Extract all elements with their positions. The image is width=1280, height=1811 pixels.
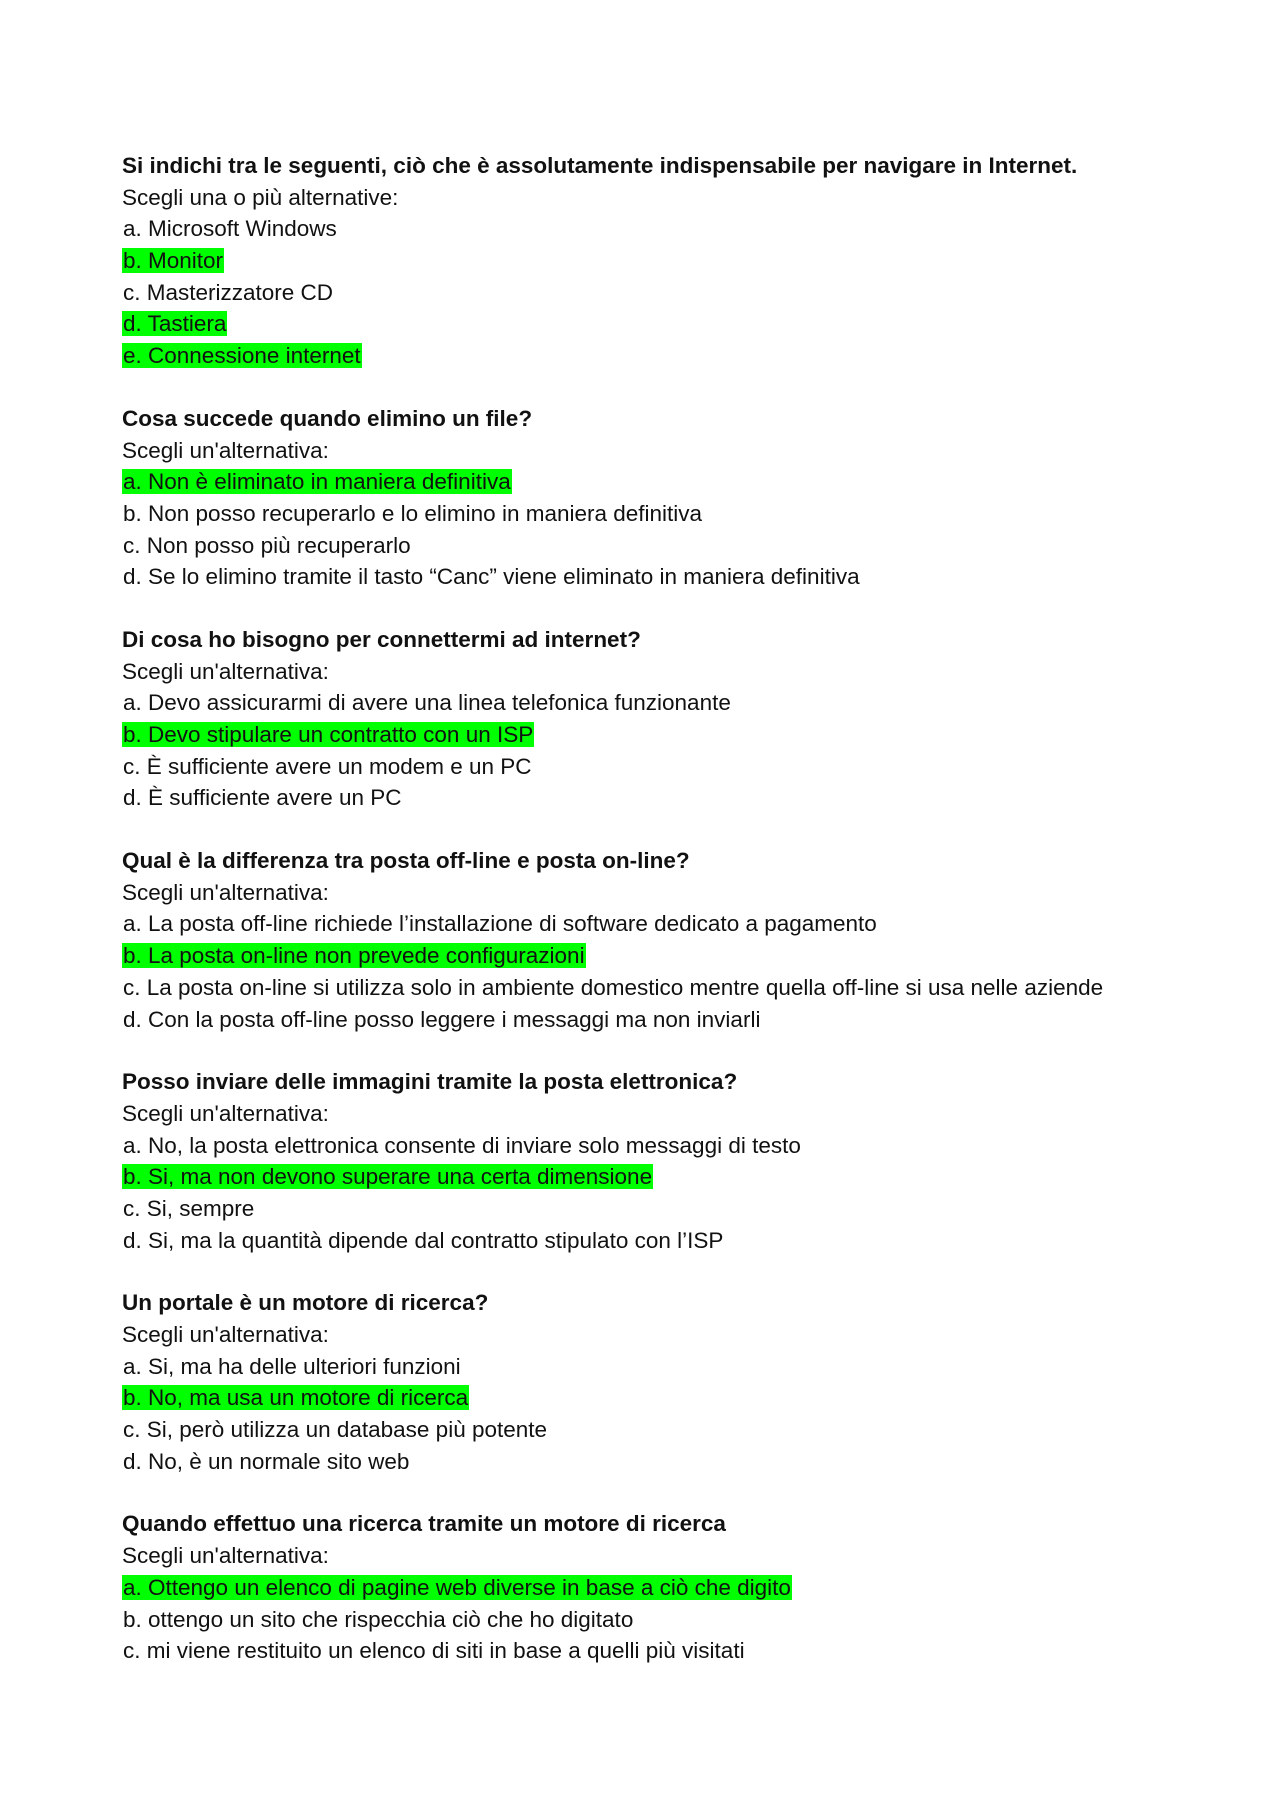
question-instruction: Scegli un'alternativa: [122, 658, 329, 684]
question-instruction: Scegli un'alternativa: [122, 879, 329, 905]
option-a: a. Microsoft Windows [123, 216, 337, 242]
option-c: c. Si, però utilizza un database più potente [123, 1417, 548, 1443]
option-a: a. Devo assicurarmi di avere una linea telefonica funzionante [123, 690, 731, 716]
option-a: a. No, la posta elettronica consente di inviare solo messaggi di testo [123, 1132, 801, 1158]
question-3 [122, 624, 1242, 814]
option-d: d. Si, ma la quantità dipende dal contratto stipulato con l’ISP [123, 1227, 724, 1253]
option-c: c. Non posso più recuperarlo [123, 532, 411, 558]
question-title: Un portale è un motore di ricerca? [122, 1290, 489, 1316]
question-6 [122, 1287, 1242, 1477]
option-b-correct: b. Monitor [123, 248, 224, 274]
option-d: d. No, è un normale sito web [123, 1448, 410, 1474]
option-a-correct: a. Non è eliminato in maniera definitiva [123, 469, 511, 495]
option-c: c. Si, sempre [123, 1195, 255, 1221]
option-b-correct: b. Devo stipulare un contratto con un ISP [123, 722, 534, 747]
option-b-correct: b. La posta on-line non prevede configurazioni [123, 943, 585, 969]
option-c: c. Masterizzatore CD [123, 279, 334, 305]
option-d: d. È sufficiente avere un PC [123, 785, 402, 811]
question-instruction: Scegli un'alternativa: [122, 437, 329, 463]
question-title: Di cosa ho bisogno per connettermi ad internet? [122, 626, 641, 652]
question-1 [122, 150, 1242, 372]
question-title: Posso inviare delle immagini tramite la posta elettronica? [122, 1069, 738, 1095]
option-c: c. mi viene restituito un elenco di siti in base a quelli più visitati [123, 1638, 745, 1664]
question-2 [122, 403, 1242, 593]
question-title: Cosa succede quando elimino un file? [122, 405, 533, 431]
option-d-correct: d. Tastiera [123, 311, 227, 337]
document-page [122, 150, 1242, 1698]
option-a-correct: a. Ottengo un elenco di pagine web diverse in base a ciò che digito [123, 1574, 791, 1600]
option-b-correct: b. Si, ma non devono superare una certa dimensione [123, 1164, 653, 1190]
option-e-correct: e. Connessione internet [123, 343, 361, 369]
question-instruction: Scegli un'alternativa: [122, 1543, 329, 1569]
option-b: b. ottengo un sito che rispecchia ciò che ho digitato [123, 1606, 634, 1632]
option-d: d. Se lo elimino tramite il tasto “Canc” viene eliminato in maniera definitiva [123, 564, 860, 590]
option-b-correct: b. No, ma usa un motore di ricerca [123, 1385, 469, 1411]
question-title: Quando effettuo una ricerca tramite un motore di ricerca [122, 1511, 726, 1537]
option-b: b. Non posso recuperarlo e lo elimino in maniera definitiva [123, 500, 703, 526]
question-title: Si indichi tra le seguenti, ciò che è assolutamente indispensabile per navigare in Internet. [122, 153, 1078, 178]
option-c: c. È sufficiente avere un modem e un PC [123, 753, 532, 779]
question-7 [122, 1508, 1242, 1666]
question-instruction: Scegli una o più alternative: [122, 184, 399, 210]
question-5 [122, 1066, 1242, 1256]
question-instruction: Scegli un'alternativa: [122, 1322, 329, 1347]
question-title: Qual è la differenza tra posta off-line e posta on-line? [122, 848, 690, 874]
option-a: a. Si, ma ha delle ulteriori funzioni [123, 1353, 461, 1379]
option-c: c. La posta on-line si utilizza solo in ambiente domestico mentre quella off-line si usa nelle aziende [123, 974, 1104, 1000]
option-d: d. Con la posta off-line posso leggere i messaggi ma non inviarli [123, 1006, 761, 1032]
question-instruction: Scegli un'alternativa: [122, 1100, 329, 1126]
option-a: a. La posta off-line richiede l’installazione di software dedicato a pagamento [123, 911, 877, 937]
question-4 [122, 845, 1242, 1035]
